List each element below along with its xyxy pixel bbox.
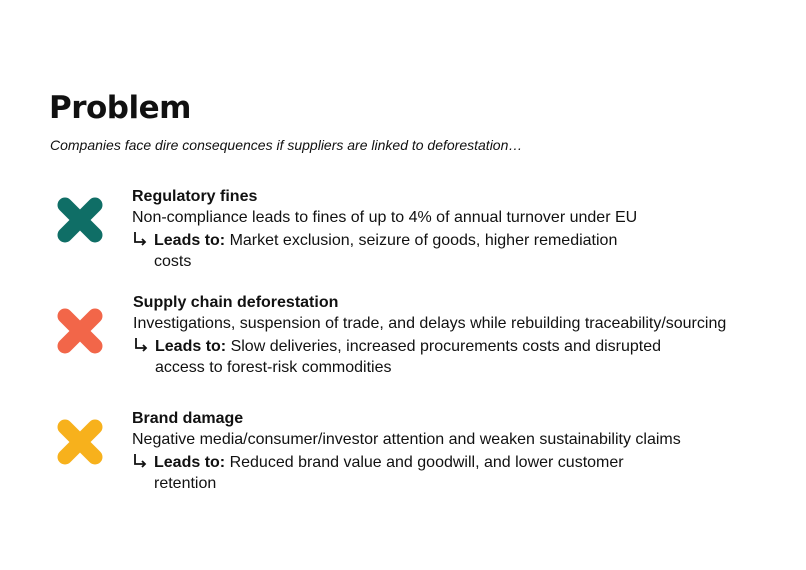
x-mark-icon [53,415,107,469]
leads-to-text: Slow deliveries, increased procurements costs and disrupted access to forest-risk commodities [155,338,662,376]
problem-description: Negative media/consumer/investor attention and weaken sustainability claims [132,431,681,448]
page-title: Problem [49,90,191,126]
turn-down-right-arrow-icon [132,231,148,247]
x-mark-icon [53,304,107,358]
leads-to-label: Leads to: [154,454,226,471]
leads-to-row [132,230,637,272]
problem-heading: Supply chain deforestation [133,294,339,311]
x-mark-icon [53,193,107,247]
problem-description: Non-compliance leads to fines of up to 4% of annual turnover under EU [132,209,638,226]
page-subtitle: Companies face dire consequences if suppliers are linked to deforestation… [50,137,523,153]
leads-to-label: Leads to: [154,232,226,249]
leads-to-text: Reduced brand value and goodwill, and lower customer retention [154,454,624,492]
leads-to-row [133,336,715,378]
turn-down-right-arrow-icon [132,453,148,469]
leads-to-text: Market exclusion, seizure of goods, higher remediation costs [154,232,618,270]
problem-heading: Brand damage [132,410,244,427]
leads-to-label: Leads to: [155,338,227,355]
problem-description: Investigations, suspension of trade, and delays while rebuilding traceability/sourcing [133,315,727,332]
problem-heading: Regulatory fines [132,188,258,205]
turn-down-right-arrow-icon [133,337,149,353]
leads-to-row [132,452,681,494]
